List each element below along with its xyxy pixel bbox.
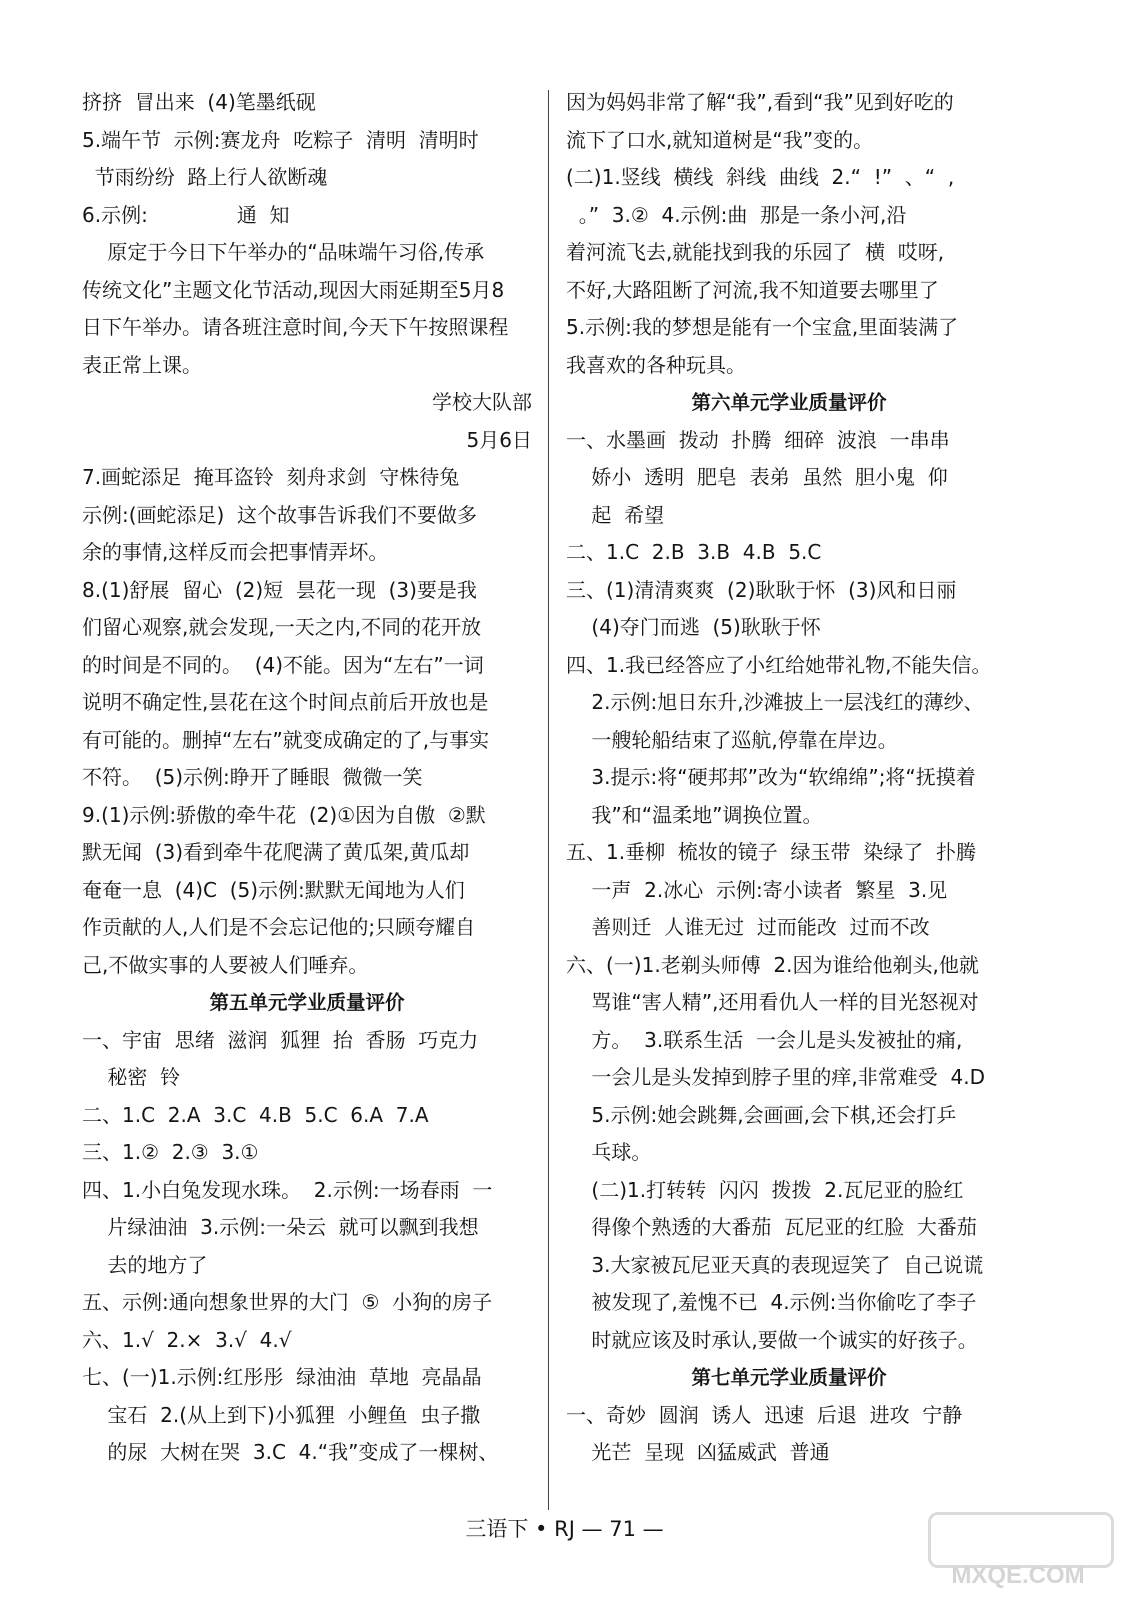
- text-line: 被发现了,羞愧不已 4.示例:当你偷吃了李子: [566, 1290, 977, 1314]
- watermark: [928, 1512, 1108, 1592]
- text-line: 三、1.② 2.③ 3.①: [82, 1140, 259, 1164]
- text-line: 时就应该及时承认,要做一个诚实的好孩子。: [566, 1327, 978, 1352]
- text-line: 己,不做实事的人要被人们唾弃。: [82, 952, 369, 977]
- text-line: 5.示例:我的梦想是能有一个宝盒,里面装满了: [566, 315, 959, 339]
- watermark-url: MXQE.COM: [951, 1562, 1085, 1589]
- text-line: 示例:(画蛇添足) 这个故事告诉我们不要做多: [82, 502, 478, 527]
- text-line: 骂谁“害人精”,还用看仇人一样的目光怒视对: [566, 990, 979, 1014]
- text-line: 六、1.√ 2.× 3.√ 4.√: [82, 1327, 292, 1352]
- text-line: 一、奇妙 圆润 诱人 迅速 后退 进攻 宁静: [566, 1402, 963, 1427]
- page-footer: 三语下 • RJ — 71 —: [465, 1517, 664, 1541]
- text-line: 四、1.小白兔发现水珠。 2.示例:一场春雨 一: [82, 1177, 493, 1202]
- section-heading: 第七单元学业质量评价: [691, 1366, 887, 1389]
- text-line: 六、(一)1.老剃头师傅 2.因为谁给他剃头,他就: [566, 952, 979, 977]
- text-line: 一艘轮船结束了巡航,停靠在岸边。: [566, 727, 898, 752]
- text-line: (二)1.打转转 闪闪 拨拨 2.瓦尼亚的脸红: [566, 1177, 964, 1202]
- text-line: 余的事情,这样反而会把事情弄坏。: [82, 540, 389, 564]
- text-line: 日下午举办。请各班注意时间,今天下午按照课程: [82, 315, 509, 339]
- text-line: (二)1.竖线 横线 斜线 曲线 2.“ !” 、“ ,: [566, 165, 955, 189]
- text-line: 秘密 铃: [82, 1065, 181, 1089]
- text-line: 2.示例:旭日东升,沙滩披上一层浅红的薄纱、: [566, 690, 984, 714]
- text-line: 奄奄一息 (4)C (5)示例:默默无闻地为人们: [82, 877, 465, 902]
- text-line: 我”和“温柔地”调换位置。: [566, 802, 823, 827]
- section-heading: 第六单元学业质量评价: [691, 391, 887, 414]
- watermark-logo: [928, 1512, 1114, 1568]
- text-line: 宝石 2.(从上到下)小狐狸 小鲤鱼 虫子撒: [82, 1402, 481, 1427]
- text-line: 7.画蛇添足 掩耳盗铃 刻舟求剑 守株待兔: [82, 465, 460, 489]
- text-line: 8.(1)舒展 留心 (2)短 昙花一现 (3)要是我: [82, 577, 477, 602]
- text-line: 5.示例:她会跳舞,会画画,会下棋,还会打乒: [566, 1102, 957, 1127]
- text-line: 五、1.垂柳 梳妆的镜子 绿玉带 染绿了 扑腾: [566, 840, 976, 864]
- text-line: 3.提示:将“硬邦邦”改为“软绵绵”;将“抚摸着: [566, 765, 976, 789]
- text-line: 们留心观察,就会发现,一天之内,不同的花开放: [82, 615, 482, 639]
- text-line: 善则迁 人谁无过 过而能改 过而不改: [566, 915, 930, 939]
- text-line: 学校大队部: [432, 390, 532, 414]
- text-line: 原定于今日下午举办的“品味端午习俗,传承: [82, 240, 485, 264]
- text-line: 3.大家被瓦尼亚天真的表现逗笑了 自己说谎: [566, 1252, 984, 1277]
- column-divider: [548, 90, 549, 1510]
- left-column: [82, 84, 532, 1472]
- text-line: 5月6日: [466, 427, 532, 452]
- text-line: 五、示例:通向想象世界的大门 ⑤ 小狗的房子: [82, 1290, 493, 1314]
- text-line: 一声 2.冰心 示例:寄小读者 繁星 3.见: [566, 877, 948, 902]
- text-line: 三、(1)清清爽爽 (2)耿耿于怀 (3)风和日丽: [566, 577, 957, 602]
- text-line: 方。 3.联系生活 一会儿是头发被扯的痛,: [566, 1027, 963, 1052]
- text-line: 娇小 透明 肥皂 表弟 虽然 胆小鬼 仰: [566, 465, 948, 489]
- text-line: 七、(一)1.示例:红彤彤 绿油油 草地 亮晶晶: [82, 1365, 482, 1389]
- text-line: 5.端午节 示例:赛龙舟 吃粽子 清明 清明时: [82, 127, 479, 152]
- text-line: 挤挤 冒出来 (4)笔墨纸砚: [82, 90, 316, 114]
- text-line: 节雨纷纷 路上行人欲断魂: [82, 165, 328, 189]
- text-line: 的尿 大树在哭 3.C 4.“我”变成了一棵树、: [82, 1440, 499, 1464]
- text-line: 的时间是不同的。 (4)不能。因为“左右”一词: [82, 652, 484, 677]
- text-line: 流下了口水,就知道树是“我”变的。: [566, 127, 874, 152]
- text-line: 有可能的。删掉“左右”就变成确定的了,与事实: [82, 727, 490, 752]
- text-line: 乓球。: [566, 1140, 652, 1164]
- text-line: 一、宇宙 思绪 滋润 狐狸 抬 香肠 巧克力: [82, 1027, 479, 1052]
- text-line: 6.示例: 通 知: [82, 202, 290, 227]
- text-line: 四、1.我已经答应了小红给她带礼物,不能失信。: [566, 652, 992, 677]
- text-line: 一、水墨画 拨动 扑腾 细碎 波浪 一串串: [566, 427, 950, 452]
- text-line: 传统文化”主题文化节活动,现因大雨延期至5月8: [82, 277, 505, 302]
- text-line: 光芒 呈现 凶猛威武 普通: [566, 1440, 830, 1464]
- right-column: [566, 84, 1012, 1472]
- section-heading: 第五单元学业质量评价: [209, 991, 405, 1014]
- text-line: 不符。 (5)示例:睁开了睡眼 微微一笑: [82, 765, 423, 789]
- text-line: 起 希望: [566, 502, 665, 527]
- text-line: 二、1.C 2.B 3.B 4.B 5.C: [566, 540, 822, 564]
- text-line: 因为妈妈非常了解“我”,看到“我”见到好吃的: [566, 90, 954, 114]
- text-line: (4)夺门而逃 (5)耿耿于怀: [566, 615, 821, 639]
- text-line: 一会儿是头发掉到脖子里的痒,非常难受 4.D: [566, 1065, 985, 1089]
- text-line: 去的地方了: [82, 1252, 208, 1277]
- text-line: 作贡献的人,人们是不会忘记他的;只顾夸耀自: [82, 915, 476, 939]
- text-line: 得像个熟透的大番茄 瓦尼亚的红脸 大番茄: [566, 1215, 977, 1239]
- text-line: 9.(1)示例:骄傲的牵牛花 (2)①因为自傲 ②默: [82, 802, 486, 827]
- text-line: 二、1.C 2.A 3.C 4.B 5.C 6.A 7.A: [82, 1102, 429, 1127]
- text-line: 我喜欢的各种玩具。: [566, 352, 746, 377]
- text-line: 表正常上课。: [82, 352, 202, 377]
- text-line: 默无闻 (3)看到牵牛花爬满了黄瓜架,黄瓜却: [82, 840, 470, 864]
- text-line: 。” 3.② 4.示例:曲 那是一条小河,沿: [566, 202, 907, 227]
- text-line: 片绿油油 3.示例:一朵云 就可以飘到我想: [82, 1215, 479, 1239]
- text-line: 着河流飞去,就能找到我的乐园了 横 哎呀,: [566, 240, 945, 264]
- text-line: 不好,大路阻断了河流,我不知道要去哪里了: [566, 277, 939, 302]
- text-line: 说明不确定性,昙花在这个时间点前后开放也是: [82, 690, 489, 714]
